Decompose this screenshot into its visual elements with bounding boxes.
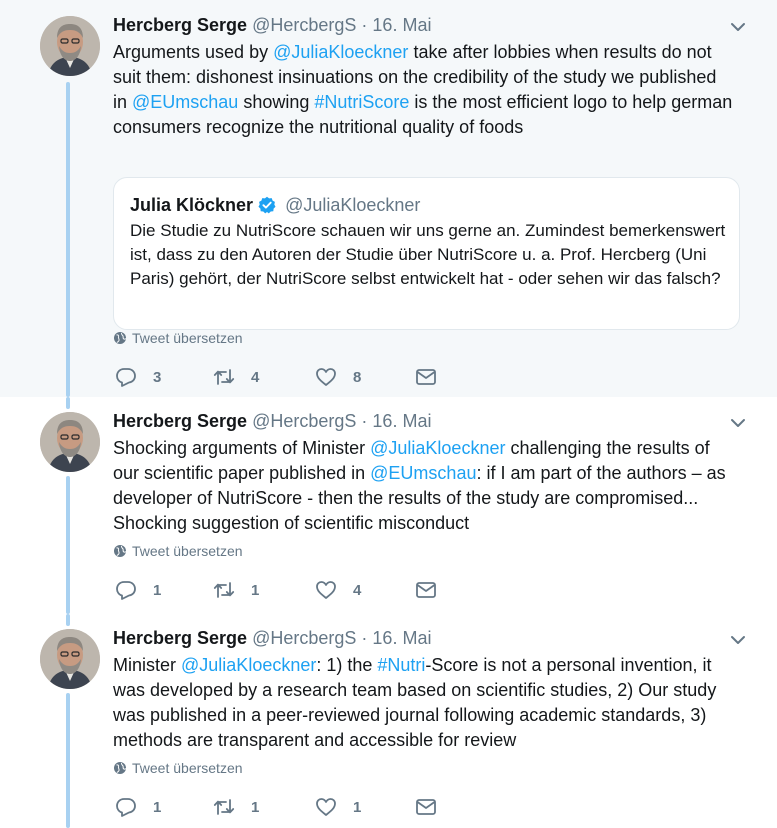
like-icon (315, 796, 337, 818)
like-icon (315, 366, 337, 388)
avatar[interactable] (40, 629, 100, 689)
reply-count: 1 (153, 798, 162, 816)
separator: · (361, 411, 368, 431)
separator: · (361, 628, 368, 648)
like-icon (315, 579, 337, 601)
text-segment: is the most efficient logo to help german consumers recognize the nutritional quality of foods (113, 92, 733, 137)
retweet-icon (213, 366, 235, 388)
thread-line (66, 476, 70, 614)
reply-icon (115, 366, 137, 388)
text-segment: -Score is not a personal invention, it was developed by a research team based on scientific studies, 2) Our study was published in a peer-reviewed journal following academic standards, 3) methods are transparent and accessible for review (113, 655, 717, 750)
thread-line (66, 82, 70, 397)
tweet-header (113, 410, 431, 432)
text-segment: challenging the results of our scientific paper published in (113, 438, 710, 483)
author-handle[interactable]: @HercbergS (252, 628, 357, 648)
reply-button[interactable] (115, 364, 161, 390)
mention-link[interactable]: @JuliaKloeckner (370, 438, 506, 458)
text-segment: take after lobbies when results do not suit them: dishonest insinuations on the credibility of the study we published in (113, 42, 717, 112)
reply-icon (115, 579, 137, 601)
chevron-down-icon[interactable] (729, 414, 747, 432)
author-name[interactable]: Hercberg Serge (113, 411, 248, 431)
reply-button[interactable] (115, 794, 161, 820)
globe-icon (113, 544, 127, 558)
tweet-text (113, 436, 733, 536)
tweet-text (113, 40, 733, 140)
tweet-actions (115, 577, 455, 603)
reply-count: 1 (153, 581, 162, 599)
like-count: 8 (353, 368, 362, 386)
thread-line (66, 614, 70, 626)
tweet-text (113, 653, 733, 753)
quoted-author-name: Julia Klöckner (130, 195, 254, 215)
avatar[interactable] (40, 16, 100, 76)
text-segment: Arguments used by (113, 42, 274, 62)
text-segment: Minister (113, 655, 182, 675)
tweet-content (113, 14, 743, 397)
author-name[interactable]: Hercberg Serge (113, 628, 248, 648)
retweet-button[interactable] (213, 794, 259, 820)
avatar-photo (40, 412, 100, 472)
like-count: 4 (353, 581, 362, 599)
mention-link[interactable]: @EUmschau (132, 92, 239, 112)
tweet-header (113, 627, 431, 649)
globe-icon (113, 761, 127, 775)
tweet-actions (115, 364, 455, 390)
text-segment: showing (238, 92, 315, 112)
translate-label: Tweet übersetzen (132, 330, 243, 346)
translate-label: Tweet übersetzen (132, 760, 243, 776)
text-segment: : 1) the (316, 655, 378, 675)
text-segment: : if I am part of the authors – as developer of NutriScore - then the results of the study are compromised... Shocking suggestion of scientific misconduct (113, 463, 726, 533)
reply-count: 3 (153, 368, 162, 386)
direct-message-button[interactable] (415, 364, 437, 390)
direct-message-icon (415, 579, 437, 601)
verified-badge-icon (258, 196, 276, 214)
retweet-icon (213, 579, 235, 601)
avatar-photo (40, 629, 100, 689)
retweet-button[interactable] (213, 364, 259, 390)
retweet-count: 1 (251, 581, 260, 599)
quoted-tweet-text: Die Studie zu NutriScore schauen wir uns gerne an. Zumindest bemerkenswert ist, dass zu den Autoren der Studie über NutriScore u. a. Prof. Hercberg (Uni Paris) gehört, der NutriScore selbst entwickelt hat - oder sehen wir das falsch? (130, 221, 726, 288)
retweet-count: 4 (251, 368, 260, 386)
hashtag-link[interactable]: #Nutri (377, 655, 426, 675)
avatar[interactable] (40, 412, 100, 472)
direct-message-button[interactable] (415, 577, 437, 603)
globe-icon (113, 331, 127, 345)
avatar-photo (40, 16, 100, 76)
author-handle[interactable]: @HercbergS (252, 15, 357, 35)
direct-message-button[interactable] (415, 794, 437, 820)
like-count: 1 (353, 798, 362, 816)
tweet[interactable] (0, 397, 777, 614)
tweet-actions (115, 794, 455, 820)
direct-message-icon (415, 366, 437, 388)
translate-tweet-link[interactable] (113, 542, 243, 560)
tweet-date[interactable]: 16. Mai (372, 15, 432, 35)
direct-message-icon (415, 796, 437, 818)
quoted-tweet-header (130, 194, 420, 216)
quoted-tweet[interactable] (113, 177, 740, 330)
translate-tweet-link[interactable] (113, 759, 243, 777)
tweet-content (113, 410, 743, 614)
separator: · (361, 15, 368, 35)
mention-link[interactable]: @JuliaKloeckner (181, 655, 317, 675)
like-button[interactable] (315, 794, 361, 820)
author-name[interactable]: Hercberg Serge (113, 15, 248, 35)
quoted-author-handle: @JuliaKloeckner (285, 195, 421, 215)
reply-button[interactable] (115, 577, 161, 603)
tweet-date[interactable]: 16. Mai (372, 411, 432, 431)
tweet[interactable] (0, 614, 777, 828)
hashtag-link[interactable]: #NutriScore (314, 92, 410, 112)
retweet-count: 1 (251, 798, 260, 816)
like-button[interactable] (315, 364, 361, 390)
mention-link[interactable]: @JuliaKloeckner (273, 42, 409, 62)
tweet-header (113, 14, 431, 36)
author-handle[interactable]: @HercbergS (252, 411, 357, 431)
tweet[interactable] (0, 0, 777, 397)
mention-link[interactable]: @EUmschau (370, 463, 477, 483)
chevron-down-icon[interactable] (729, 18, 747, 36)
chevron-down-icon[interactable] (729, 631, 747, 649)
retweet-button[interactable] (213, 577, 259, 603)
reply-icon (115, 796, 137, 818)
thread-line (66, 693, 70, 828)
thread-line (66, 397, 70, 409)
tweet-date[interactable]: 16. Mai (372, 628, 432, 648)
translate-label: Tweet übersetzen (132, 543, 243, 559)
like-button[interactable] (315, 577, 361, 603)
retweet-icon (213, 796, 235, 818)
translate-tweet-link[interactable] (113, 329, 243, 347)
tweet-content (113, 627, 743, 828)
text-segment: Shocking arguments of Minister (113, 438, 371, 458)
